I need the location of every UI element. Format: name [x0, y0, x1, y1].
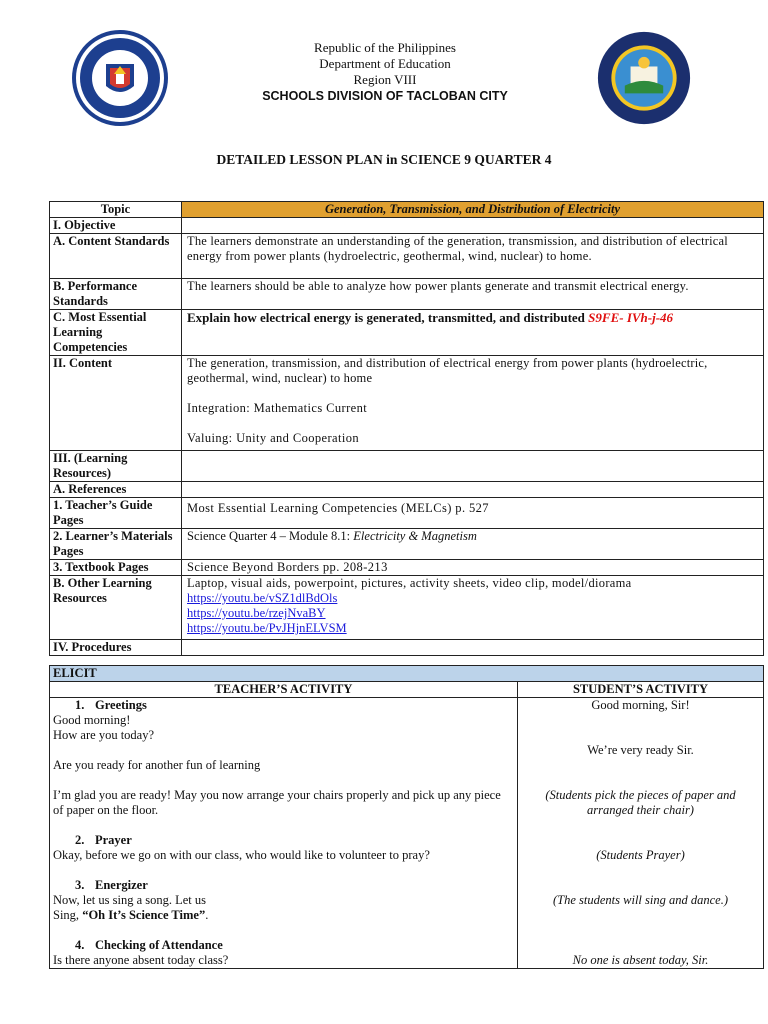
teacher-line: Are you ready for another fun of learning: [53, 758, 261, 772]
table-row: [50, 529, 764, 560]
teacher-line: Good morning!: [53, 713, 131, 727]
table-row: [50, 218, 764, 234]
division-line: SCHOOLS DIVISION OF TACLOBAN CITY: [262, 89, 508, 103]
prayer-heading: 2. Prayer: [75, 833, 132, 847]
integration-text: Integration: Mathematics Current: [187, 401, 368, 415]
topic-value: Generation, Transmission, and Distribution of Electricity: [182, 202, 764, 218]
teacher-activity-column: [50, 698, 518, 969]
learners-materials-text: Science Quarter 4 – Module 8.1:: [187, 529, 354, 543]
objective-label: I. Objective: [50, 218, 182, 234]
teacher-line: Sing, “Oh It’s Science Time”.: [53, 908, 209, 922]
teacher-line: How are you today?: [53, 728, 155, 742]
table-row: [50, 682, 764, 698]
melc-value: [182, 310, 764, 356]
performance-standards-value: The learners should be able to analyze how power plants generate and transmit electrical energy.: [182, 279, 764, 310]
references-value: [182, 482, 764, 498]
other-resources-text: Laptop, visual aids, powerpoint, pictures, activity sheets, video clip, model/diorama: [187, 576, 632, 590]
table-row: [50, 498, 764, 529]
content-standards-label: A. Content Standards: [50, 234, 182, 279]
deped-seal-logo: [70, 28, 170, 128]
department-line: Department of Education: [319, 56, 451, 71]
table-row: [50, 451, 764, 482]
student-line: No one is absent today, Sir.: [572, 953, 709, 967]
youtube-link-3[interactable]: https://youtu.be/PvJHjnELVSM: [187, 621, 347, 635]
teacher-line: Okay, before we go on with our class, who would like to volunteer to pray?: [53, 848, 430, 862]
table-row: [50, 482, 764, 498]
student-line: (The students will sing and dance.): [553, 893, 728, 907]
topic-label: Topic: [50, 202, 182, 218]
references-label: A. References: [50, 482, 182, 498]
content-standards-value: The learners demonstrate an understanding of the generation, transmission, and distribution of electrical energy from power plants (hydroelectric, geothermal, wind, nuclear) to home.: [182, 234, 764, 279]
textbook-label: 3. Textbook Pages: [50, 560, 182, 576]
procedures-label: IV. Procedures: [50, 640, 182, 656]
table-row: [50, 279, 764, 310]
table-row: [50, 356, 764, 451]
teacher-line: I’m glad you are ready! May you now arrange your chairs properly and pick up any piece of paper on the floor.: [53, 788, 501, 817]
melc-code: S9FE- IVh-j-46: [588, 310, 674, 325]
table-row: [50, 576, 764, 640]
learners-materials-label: 2. Learner’s Materials Pages: [50, 529, 182, 560]
table-row: [50, 560, 764, 576]
table-row: [50, 698, 764, 969]
resources-label: III. (Learning Resources): [50, 451, 182, 482]
learners-materials-title: Electricity & Magnetism: [353, 529, 477, 543]
document-header: [200, 40, 570, 104]
lesson-plan-title: DETAILED LESSON PLAN in SCIENCE 9 QUARTER 4: [216, 152, 552, 167]
learners-materials-value: [182, 529, 764, 560]
student-line: We’re very ready Sir.: [587, 743, 694, 757]
republic-line: Republic of the Philippines: [314, 40, 456, 55]
teacher-activity-header: TEACHER’S ACTIVITY: [50, 682, 518, 698]
student-line: (Students pick the pieces of paper and arranged their chair): [545, 788, 736, 817]
teachers-guide-value: Most Essential Learning Competencies (MELCs) p. 527: [182, 498, 764, 529]
teachers-guide-label: 1. Teacher’s Guide Pages: [50, 498, 182, 529]
table-row: [50, 202, 764, 218]
table-row: [50, 666, 764, 682]
student-activity-header: STUDENT’S ACTIVITY: [518, 682, 764, 698]
region-line: Region VIII: [353, 72, 417, 87]
table-row: [50, 640, 764, 656]
objective-value: [182, 218, 764, 234]
teacher-line: Is there anyone absent today class?: [53, 953, 229, 967]
performance-standards-label: B. Performance Standards: [50, 279, 182, 310]
other-resources-value: [182, 576, 764, 640]
student-line: Good morning, Sir!: [591, 698, 690, 712]
student-line: (Students Prayer): [596, 848, 685, 862]
energizer-heading: 3. Energizer: [75, 878, 148, 892]
youtube-link-1[interactable]: https://youtu.be/vSZ1dlBdOls: [187, 591, 338, 605]
procedures-value: [182, 640, 764, 656]
content-text: The generation, transmission, and distribution of electrical energy from power plants (hydroelectric, geothermal, wind, nuclear) to home: [187, 356, 708, 385]
activity-table: [49, 665, 764, 969]
division-tacloban-seal-logo: [596, 30, 692, 126]
elicit-phase-label: ELICIT: [50, 666, 764, 682]
valuing-text: Valuing: Unity and Cooperation: [187, 431, 360, 445]
melc-text: Explain how electrical energy is generated, transmitted, and distributed: [187, 310, 585, 325]
student-activity-column: [518, 698, 764, 969]
lesson-plan-table: [49, 201, 764, 656]
table-row: [50, 234, 764, 279]
melc-label: C. Most Essential Learning Competencies: [50, 310, 182, 356]
resources-value: [182, 451, 764, 482]
content-label: II. Content: [50, 356, 182, 451]
content-value: [182, 356, 764, 451]
attendance-heading: 4. Checking of Attendance: [75, 938, 223, 952]
youtube-link-2[interactable]: https://youtu.be/rzejNvaBY: [187, 606, 326, 620]
teacher-line: Now, let us sing a song. Let us: [53, 893, 206, 907]
table-row: [50, 310, 764, 356]
textbook-value: Science Beyond Borders pp. 208-213: [182, 560, 764, 576]
other-resources-label: B. Other Learning Resources: [50, 576, 182, 640]
greetings-heading: 1. Greetings: [75, 698, 147, 712]
